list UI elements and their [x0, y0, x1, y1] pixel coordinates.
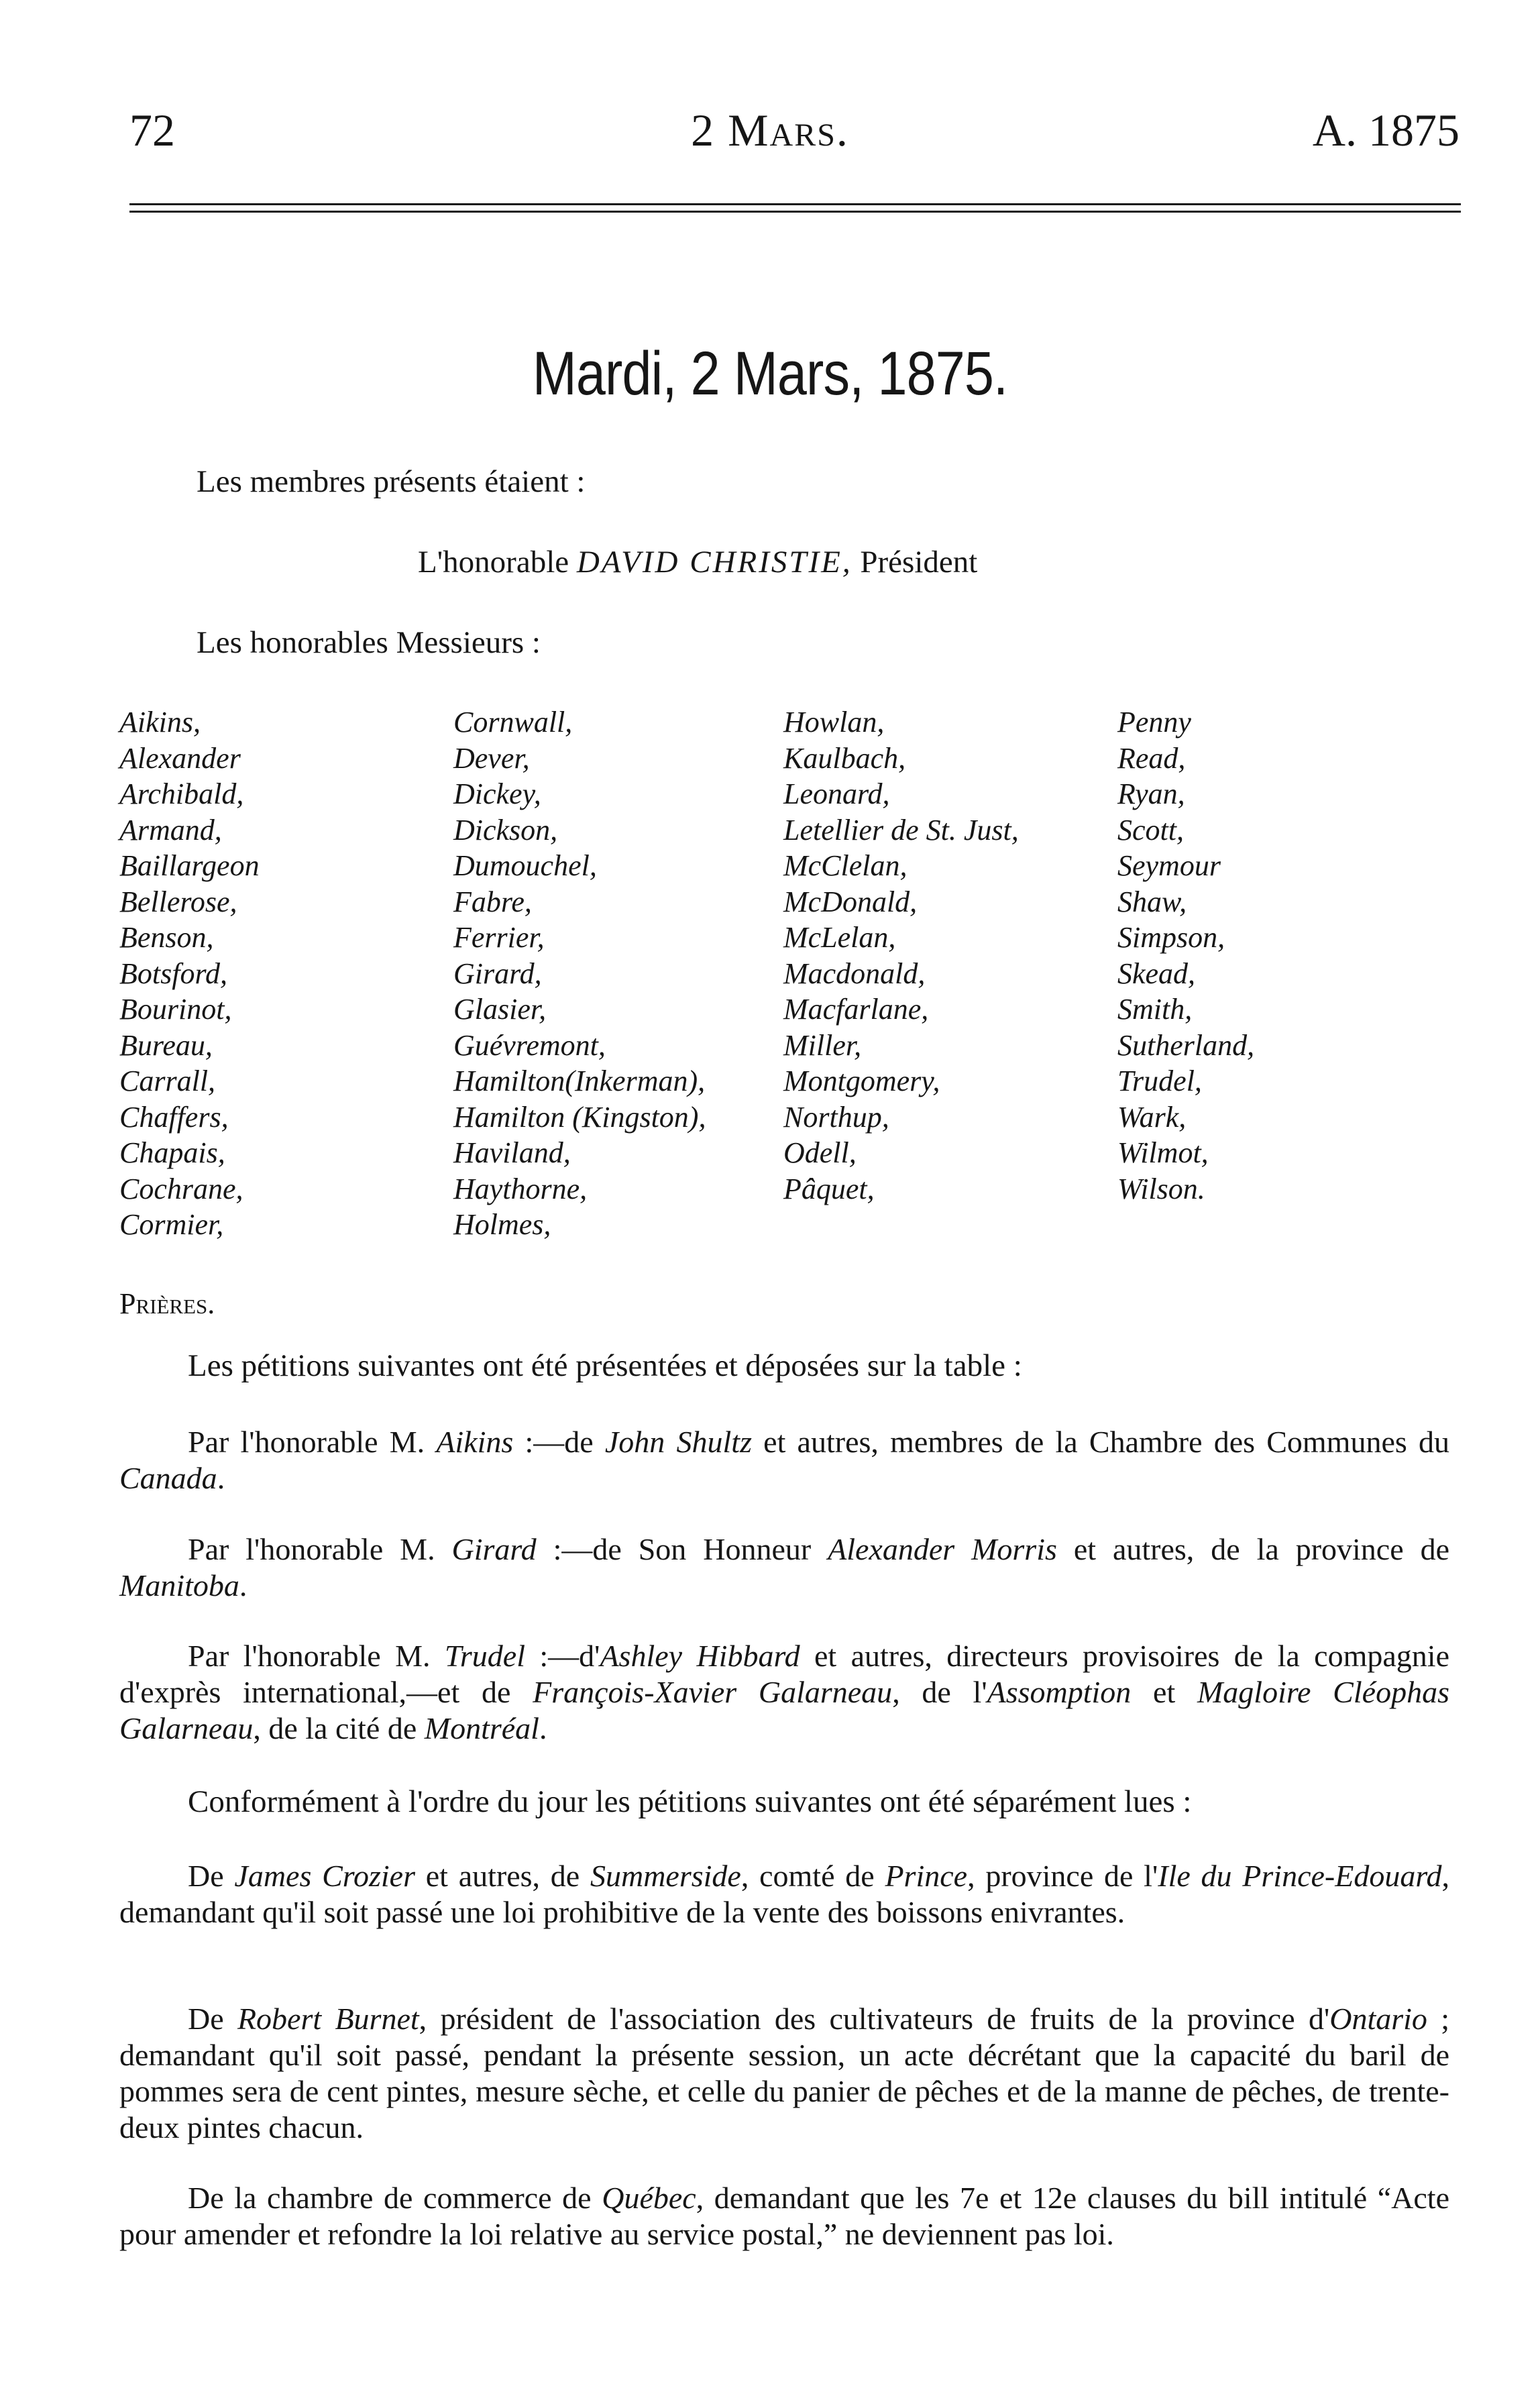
member-name: Scott,: [1117, 813, 1184, 847]
petitioner-name: John Shultz: [604, 1425, 752, 1459]
text: .: [539, 1711, 547, 1745]
place-name: Prince: [885, 1859, 968, 1893]
member-name: Macdonald,: [783, 957, 926, 990]
member-name: Dever,: [453, 741, 530, 775]
member-name: Trudel,: [1117, 1065, 1202, 1097]
text: Par l'honorable M.: [188, 1639, 445, 1673]
page-number: 72: [129, 105, 175, 156]
text: et autres, directeurs provisoires de la compagnie d'exprès international,—et de: [119, 1639, 1449, 1709]
senator-name: Trudel: [444, 1639, 525, 1673]
member-name: Howlan,: [783, 706, 885, 739]
member-name: Shaw,: [1117, 885, 1187, 918]
place-name: Ile du Prince-Edouard: [1158, 1859, 1442, 1893]
place-name: Manitoba: [119, 1568, 239, 1602]
read-intro: Conformément à l'ordre du jour les pétitions suivantes ont été séparément lues :: [188, 1784, 1192, 1819]
member-name: McClelan,: [783, 849, 908, 882]
member-name: Dickey,: [453, 777, 541, 810]
member-name: Bureau,: [119, 1028, 213, 1062]
member-name: Penny: [1117, 706, 1191, 739]
text: :—d': [525, 1639, 600, 1673]
member-name: McLelan,: [783, 921, 896, 954]
member-name: Seymour: [1117, 849, 1221, 882]
prieres-heading: Prières.: [119, 1287, 215, 1320]
member-name: Macfarlane,: [783, 993, 929, 1026]
member-name: Haviland,: [453, 1136, 571, 1169]
member-name: Chapais,: [119, 1136, 225, 1169]
member-name: Cornwall,: [453, 706, 573, 739]
place-name: Montréal: [424, 1711, 539, 1745]
text: et: [1131, 1675, 1197, 1709]
member-name: Wilmot,: [1117, 1136, 1209, 1169]
senator-name: Girard: [451, 1532, 537, 1566]
members-column-1: [119, 704, 260, 1243]
text: , province de l': [967, 1859, 1158, 1893]
member-name: Kaulbach,: [783, 741, 906, 775]
text: , demandant qu'il soit passé une loi prohibitive de la vente des boissons enivrantes.: [119, 1859, 1450, 1929]
text: De: [188, 2002, 237, 2036]
header-year: A. 1875: [1312, 105, 1460, 156]
header-rule-top: [129, 203, 1461, 205]
member-name: Wilson.: [1117, 1172, 1205, 1205]
member-name: Read,: [1117, 741, 1186, 775]
member-name: Fabre,: [453, 885, 532, 918]
member-name: Bourinot,: [119, 993, 232, 1026]
member-name: Cormier,: [119, 1208, 224, 1241]
petitioner-name: Ashley Hibbard: [600, 1639, 800, 1673]
member-name: Dumouchel,: [453, 849, 597, 882]
member-name: Benson,: [119, 921, 214, 954]
petition-quebec: [119, 2180, 1449, 2252]
members-column-4: [1117, 704, 1254, 1207]
text: Par l'honorable M.: [188, 1425, 437, 1459]
member-name: Haythorne,: [453, 1172, 588, 1205]
petition-crozier: [119, 1858, 1449, 1930]
member-name: Baillargeon: [119, 849, 260, 882]
president-line: [418, 547, 977, 578]
member-name: Aikins,: [119, 706, 201, 739]
member-name: Pâquet,: [783, 1172, 875, 1205]
text: , demandant que les 7e et 12e clauses du bill intitulé “Acte pour amender et refondre la loi relative au service postal,” ne deviennent pas loi.: [119, 2181, 1449, 2251]
member-name: Chaffers,: [119, 1100, 229, 1134]
running-title: [0, 105, 1540, 156]
text: ; demandant qu'il soit passé, pendant la présente session, un acte décrétant que la capacité du baril de pommes sera de cent pintes, mesure sèche, et celle du panier de pêches et de la manne de pêches, de trente-deux pintes chacun.: [119, 2002, 1450, 2144]
member-name: Bellerose,: [119, 885, 237, 918]
member-name: Smith,: [1117, 993, 1193, 1026]
text: , de la cité de: [253, 1711, 425, 1745]
text: , de l': [892, 1675, 987, 1709]
member-name: Holmes,: [453, 1208, 551, 1241]
place-name: Assomption: [987, 1675, 1132, 1709]
member-name: McDonald,: [783, 885, 918, 918]
petition-girard: [119, 1531, 1449, 1604]
text: :—de: [513, 1425, 605, 1459]
petitioner-name: James Crozier: [234, 1859, 415, 1893]
member-name: Northup,: [783, 1100, 889, 1134]
text: Par l'honorable M.: [188, 1532, 452, 1566]
petitioner-name: François-Xavier Galarneau: [533, 1675, 893, 1709]
member-name: Skead,: [1117, 957, 1196, 990]
member-name: Simpson,: [1117, 921, 1225, 954]
petition-aikins: [119, 1424, 1449, 1496]
president-role: Président: [860, 545, 978, 580]
text: , président de l'association des cultivateurs de fruits de la province d': [419, 2002, 1330, 2036]
member-name: Hamilton (Kingston),: [453, 1100, 706, 1134]
member-name: Glasier,: [453, 993, 547, 1026]
members-intro: Les membres présents étaient :: [197, 464, 586, 499]
member-name: Archibald,: [119, 777, 244, 810]
petitioner-name: Magloire Cléophas Galarneau: [119, 1675, 1449, 1745]
text: et autres, membres de la Chambre des Communes du: [751, 1425, 1449, 1459]
member-name: Girard,: [453, 957, 542, 990]
place-name: Canada: [119, 1461, 217, 1495]
place-name: Ontario: [1329, 2002, 1427, 2036]
place-name: Québec: [602, 2181, 696, 2215]
member-name: Guévremont,: [453, 1028, 606, 1062]
petition-trudel: [119, 1638, 1449, 1747]
president-prefix: L'honorable: [418, 545, 569, 580]
member-name: Ryan,: [1117, 777, 1185, 810]
member-name: Montgomery,: [783, 1065, 940, 1097]
member-name: Letellier de St. Just,: [783, 813, 1019, 847]
text: .: [217, 1461, 225, 1495]
members-column-2: [453, 704, 706, 1243]
page-title: Mardi, 2 Mars, 1875.: [532, 339, 1008, 408]
member-name: Carrall,: [119, 1065, 216, 1097]
place-name: Summerside: [590, 1859, 741, 1893]
member-name: Dickson,: [453, 813, 558, 847]
text: et autres, de la province de: [1056, 1532, 1449, 1566]
text: De la chambre de commerce de: [188, 2181, 602, 2215]
text: , comté de: [740, 1859, 885, 1893]
header-rule-bottom: [129, 211, 1461, 213]
member-name: Botsford,: [119, 957, 227, 990]
member-name: Cochrane,: [119, 1172, 243, 1205]
text: De: [188, 1859, 235, 1893]
running-title-text: 2 Mars.: [691, 105, 849, 156]
honorables-intro: Les honorables Messieurs :: [197, 625, 541, 660]
petition-burnet: [119, 2001, 1449, 2146]
member-name: Leonard,: [783, 777, 890, 810]
member-name: Odell,: [783, 1136, 857, 1169]
member-name: Hamilton(Inkerman),: [453, 1065, 706, 1097]
text: .: [239, 1568, 248, 1602]
member-name: Alexander: [119, 741, 241, 775]
petitions-intro: Les pétitions suivantes ont été présentées et déposées sur la table :: [188, 1348, 1022, 1383]
petitioner-name: Alexander Morris: [828, 1532, 1057, 1566]
member-name: Wark,: [1117, 1100, 1187, 1134]
member-name: Miller,: [783, 1028, 862, 1062]
members-column-3: [783, 704, 1019, 1207]
text: et autres, de: [415, 1859, 590, 1893]
member-name: Ferrier,: [453, 921, 545, 954]
senator-name: Aikins: [436, 1425, 514, 1459]
member-name: Armand,: [119, 813, 222, 847]
petitioner-name: Robert Burnet: [237, 2002, 419, 2036]
president-name: DAVID CHRISTIE,: [576, 545, 852, 580]
text: :—de Son Honneur: [536, 1532, 828, 1566]
member-name: Sutherland,: [1117, 1028, 1255, 1062]
